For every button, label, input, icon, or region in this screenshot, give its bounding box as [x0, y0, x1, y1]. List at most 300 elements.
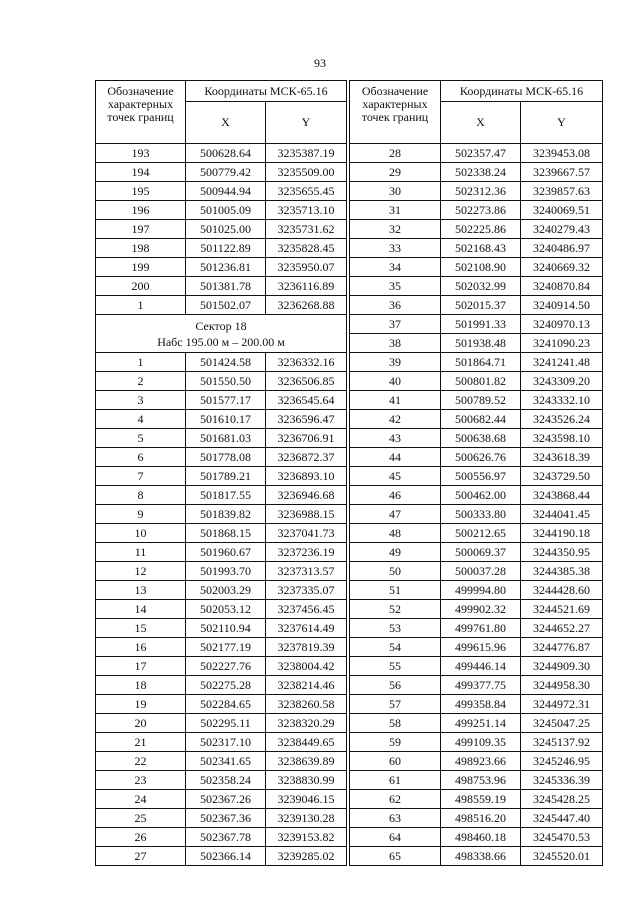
point-number-cell: 48	[350, 524, 441, 543]
point-number-cell: 194	[96, 163, 186, 182]
x-coordinate-cell: 502317.10	[186, 733, 266, 752]
table-row	[350, 467, 603, 486]
point-number-cell: 15	[96, 619, 186, 638]
table-row	[350, 600, 603, 619]
point-number-cell: 54	[350, 638, 441, 657]
y-coordinate-cell: 3243526.24	[521, 410, 603, 429]
table-row	[96, 524, 347, 543]
table-row	[96, 714, 347, 733]
table-row	[350, 562, 603, 581]
x-coordinate-cell: 501868.15	[186, 524, 266, 543]
header-x: X	[186, 101, 266, 143]
table-row	[350, 486, 603, 505]
table-row	[350, 201, 603, 220]
y-coordinate-cell: 3239285.02	[266, 847, 347, 866]
table-row	[350, 524, 603, 543]
point-number-cell: 196	[96, 201, 186, 220]
table-row	[96, 638, 347, 657]
point-number-cell: 22	[96, 752, 186, 771]
y-coordinate-cell: 3237313.57	[266, 562, 347, 581]
point-number-cell: 28	[350, 144, 441, 163]
y-coordinate-cell: 3236988.15	[266, 505, 347, 524]
table-row	[96, 486, 347, 505]
y-coordinate-cell: 3235509.00	[266, 163, 347, 182]
x-coordinate-cell: 502015.37	[441, 296, 521, 315]
point-number-cell: 30	[350, 182, 441, 201]
x-coordinate-cell: 502367.78	[186, 828, 266, 847]
point-number-cell: 64	[350, 828, 441, 847]
point-number-cell: 36	[350, 296, 441, 315]
table-row	[96, 828, 347, 847]
x-coordinate-cell: 502366.14	[186, 847, 266, 866]
table-row	[350, 771, 603, 790]
header-x: X	[441, 101, 521, 143]
y-coordinate-cell: 3235828.45	[266, 239, 347, 258]
y-coordinate-cell: 3240069.51	[521, 201, 603, 220]
table-row	[350, 391, 603, 410]
point-number-cell: 23	[96, 771, 186, 790]
table-row	[350, 315, 603, 334]
y-coordinate-cell: 3244958.30	[521, 676, 603, 695]
y-coordinate-cell: 3240870.84	[521, 277, 603, 296]
point-number-cell: 1	[96, 353, 186, 372]
y-coordinate-cell: 3240970.13	[521, 315, 603, 334]
table-row	[350, 429, 603, 448]
y-coordinate-cell: 3239453.08	[521, 144, 603, 163]
point-number-cell: 14	[96, 600, 186, 619]
x-coordinate-cell: 498559.19	[441, 790, 521, 809]
y-coordinate-cell: 3237614.49	[266, 619, 347, 638]
point-number-cell: 9	[96, 505, 186, 524]
point-number-cell: 25	[96, 809, 186, 828]
table-row	[96, 410, 347, 429]
point-number-cell: 39	[350, 353, 441, 372]
point-number-cell: 34	[350, 258, 441, 277]
point-number-cell: 29	[350, 163, 441, 182]
x-coordinate-cell: 501778.08	[186, 448, 266, 467]
x-coordinate-cell: 498460.18	[441, 828, 521, 847]
table-row	[96, 353, 347, 372]
table-row	[350, 695, 603, 714]
point-number-cell: 61	[350, 771, 441, 790]
point-number-cell: 43	[350, 429, 441, 448]
header-label-line: Обозначение	[107, 84, 174, 98]
table-row	[96, 182, 347, 201]
point-number-cell: 32	[350, 220, 441, 239]
x-coordinate-cell: 501993.70	[186, 562, 266, 581]
x-coordinate-cell: 501839.82	[186, 505, 266, 524]
y-coordinate-cell: 3236596.47	[266, 410, 347, 429]
y-coordinate-cell: 3241241.48	[521, 353, 603, 372]
header-y: Y	[266, 101, 347, 143]
y-coordinate-cell: 3239046.15	[266, 790, 347, 809]
point-number-cell: 5	[96, 429, 186, 448]
x-coordinate-cell: 502108.90	[441, 258, 521, 277]
point-number-cell: 4	[96, 410, 186, 429]
x-coordinate-cell: 501236.81	[186, 258, 266, 277]
table-row	[350, 448, 603, 467]
y-coordinate-cell: 3243332.10	[521, 391, 603, 410]
table-row	[96, 201, 347, 220]
left-rows-before-sector	[96, 144, 347, 315]
y-coordinate-cell: 3235387.19	[266, 144, 347, 163]
x-coordinate-cell: 501502.07	[186, 296, 266, 315]
x-coordinate-cell: 498516.20	[441, 809, 521, 828]
table-row	[350, 790, 603, 809]
y-coordinate-cell: 3238320.29	[266, 714, 347, 733]
y-coordinate-cell: 3236893.10	[266, 467, 347, 486]
x-coordinate-cell: 501610.17	[186, 410, 266, 429]
point-number-cell: 200	[96, 277, 186, 296]
y-coordinate-cell: 3236545.64	[266, 391, 347, 410]
x-coordinate-cell: 501577.17	[186, 391, 266, 410]
y-coordinate-cell: 3244972.31	[521, 695, 603, 714]
x-coordinate-cell: 500462.00	[441, 486, 521, 505]
y-coordinate-cell: 3238449.65	[266, 733, 347, 752]
x-coordinate-cell: 502312.36	[441, 182, 521, 201]
y-coordinate-cell: 3243309.20	[521, 372, 603, 391]
point-number-cell: 41	[350, 391, 441, 410]
y-coordinate-cell: 3236872.37	[266, 448, 347, 467]
header-coordinate-system: Координаты МСК-65.16	[441, 81, 603, 102]
table-row	[96, 372, 347, 391]
y-coordinate-cell: 3245137.92	[521, 733, 603, 752]
y-coordinate-cell: 3236946.68	[266, 486, 347, 505]
x-coordinate-cell: 501122.89	[186, 239, 266, 258]
table-row	[350, 828, 603, 847]
x-coordinate-cell: 501681.03	[186, 429, 266, 448]
table-row	[96, 600, 347, 619]
y-coordinate-cell: 3245520.01	[521, 847, 603, 866]
x-coordinate-cell: 502341.65	[186, 752, 266, 771]
x-coordinate-cell: 502110.94	[186, 619, 266, 638]
x-coordinate-cell: 502367.26	[186, 790, 266, 809]
x-coordinate-cell: 499446.14	[441, 657, 521, 676]
header-label-line: Обозначение	[361, 84, 429, 98]
point-number-cell: 24	[96, 790, 186, 809]
x-coordinate-cell: 501817.55	[186, 486, 266, 505]
table-row	[350, 334, 603, 353]
y-coordinate-cell: 3237335.07	[266, 581, 347, 600]
y-coordinate-cell: 3244385.38	[521, 562, 603, 581]
table-row	[96, 505, 347, 524]
y-coordinate-cell: 3244776.87	[521, 638, 603, 657]
table-row	[96, 448, 347, 467]
table-row	[350, 144, 603, 163]
table-row	[96, 220, 347, 239]
y-coordinate-cell: 3245470.53	[521, 828, 603, 847]
x-coordinate-cell: 501381.78	[186, 277, 266, 296]
point-number-cell: 26	[96, 828, 186, 847]
y-coordinate-cell: 3236332.16	[266, 353, 347, 372]
point-number-cell: 16	[96, 638, 186, 657]
header-point-label	[350, 81, 441, 144]
y-coordinate-cell: 3239130.28	[266, 809, 347, 828]
point-number-cell: 35	[350, 277, 441, 296]
point-number-cell: 53	[350, 619, 441, 638]
y-coordinate-cell: 3238214.46	[266, 676, 347, 695]
table-row	[350, 638, 603, 657]
table-row	[350, 372, 603, 391]
x-coordinate-cell: 501864.71	[441, 353, 521, 372]
header-coordinate-system: Координаты МСК-65.16	[186, 81, 347, 102]
y-coordinate-cell: 3244909.30	[521, 657, 603, 676]
table-row	[96, 847, 347, 866]
x-coordinate-cell: 500626.76	[441, 448, 521, 467]
x-coordinate-cell: 500801.82	[441, 372, 521, 391]
x-coordinate-cell: 502367.36	[186, 809, 266, 828]
table-row	[350, 733, 603, 752]
table-row	[350, 182, 603, 201]
y-coordinate-cell: 3245428.25	[521, 790, 603, 809]
y-coordinate-cell: 3245336.39	[521, 771, 603, 790]
x-coordinate-cell: 501424.58	[186, 353, 266, 372]
point-number-cell: 7	[96, 467, 186, 486]
x-coordinate-cell: 502003.29	[186, 581, 266, 600]
point-number-cell: 18	[96, 676, 186, 695]
table-row	[350, 581, 603, 600]
x-coordinate-cell: 500779.42	[186, 163, 266, 182]
y-coordinate-cell: 3245447.40	[521, 809, 603, 828]
x-coordinate-cell: 498923.66	[441, 752, 521, 771]
y-coordinate-cell: 3239153.82	[266, 828, 347, 847]
point-number-cell: 65	[350, 847, 441, 866]
table-row	[350, 809, 603, 828]
x-coordinate-cell: 500069.37	[441, 543, 521, 562]
x-coordinate-cell: 502284.65	[186, 695, 266, 714]
y-coordinate-cell: 3239857.63	[521, 182, 603, 201]
point-number-cell: 49	[350, 543, 441, 562]
point-number-cell: 10	[96, 524, 186, 543]
x-coordinate-cell: 502032.99	[441, 277, 521, 296]
table-row	[96, 733, 347, 752]
x-coordinate-cell: 502338.24	[441, 163, 521, 182]
table-row	[350, 676, 603, 695]
point-number-cell: 11	[96, 543, 186, 562]
point-number-cell: 56	[350, 676, 441, 695]
table-row	[96, 657, 347, 676]
point-number-cell: 6	[96, 448, 186, 467]
y-coordinate-cell: 3244652.27	[521, 619, 603, 638]
point-number-cell: 8	[96, 486, 186, 505]
point-number-cell: 38	[350, 334, 441, 353]
point-number-cell: 40	[350, 372, 441, 391]
y-coordinate-cell: 3243868.44	[521, 486, 603, 505]
x-coordinate-cell: 502053.12	[186, 600, 266, 619]
header-point-label	[96, 81, 186, 144]
table-row	[96, 771, 347, 790]
x-coordinate-cell: 499109.35	[441, 733, 521, 752]
table-row	[96, 391, 347, 410]
x-coordinate-cell: 500037.28	[441, 562, 521, 581]
y-coordinate-cell: 3243598.10	[521, 429, 603, 448]
x-coordinate-cell: 499761.80	[441, 619, 521, 638]
table-row	[96, 239, 347, 258]
point-number-cell: 45	[350, 467, 441, 486]
table-row	[350, 163, 603, 182]
point-number-cell: 33	[350, 239, 441, 258]
y-coordinate-cell: 3237456.45	[266, 600, 347, 619]
y-coordinate-cell: 3243729.50	[521, 467, 603, 486]
x-coordinate-cell: 502357.47	[441, 144, 521, 163]
x-coordinate-cell: 502275.28	[186, 676, 266, 695]
table-row	[96, 809, 347, 828]
y-coordinate-cell: 3244428.60	[521, 581, 603, 600]
table-row	[96, 619, 347, 638]
table-row	[350, 714, 603, 733]
y-coordinate-cell: 3241090.23	[521, 334, 603, 353]
y-coordinate-cell: 3236706.91	[266, 429, 347, 448]
table-row	[350, 619, 603, 638]
y-coordinate-cell: 3237041.73	[266, 524, 347, 543]
x-coordinate-cell: 502273.86	[441, 201, 521, 220]
table-row	[350, 239, 603, 258]
y-coordinate-cell: 3243618.39	[521, 448, 603, 467]
header-label-line: характерных	[107, 97, 174, 111]
point-number-cell: 31	[350, 201, 441, 220]
table-row	[96, 562, 347, 581]
table-row	[350, 657, 603, 676]
table-row	[96, 258, 347, 277]
table-row	[96, 429, 347, 448]
y-coordinate-cell: 3237236.19	[266, 543, 347, 562]
table-row	[350, 220, 603, 239]
table-row	[350, 505, 603, 524]
point-number-cell: 50	[350, 562, 441, 581]
point-number-cell: 62	[350, 790, 441, 809]
x-coordinate-cell: 498338.66	[441, 847, 521, 866]
point-number-cell: 51	[350, 581, 441, 600]
point-number-cell: 2	[96, 372, 186, 391]
point-number-cell: 58	[350, 714, 441, 733]
y-coordinate-cell: 3240914.50	[521, 296, 603, 315]
point-number-cell: 199	[96, 258, 186, 277]
header-label-line: точек границ	[107, 110, 174, 124]
y-coordinate-cell: 3236506.85	[266, 372, 347, 391]
y-coordinate-cell: 3236116.89	[266, 277, 347, 296]
point-number-cell: 47	[350, 505, 441, 524]
y-coordinate-cell: 3238004.42	[266, 657, 347, 676]
coordinates-table-left	[95, 80, 347, 866]
table-row	[350, 410, 603, 429]
y-coordinate-cell: 3244521.69	[521, 600, 603, 619]
point-number-cell: 55	[350, 657, 441, 676]
table-row	[96, 676, 347, 695]
y-coordinate-cell: 3240279.43	[521, 220, 603, 239]
table-row	[350, 353, 603, 372]
point-number-cell: 37	[350, 315, 441, 334]
table-row	[350, 847, 603, 866]
coordinates-table-right	[349, 80, 603, 866]
x-coordinate-cell: 499994.80	[441, 581, 521, 600]
x-coordinate-cell: 501005.09	[186, 201, 266, 220]
point-number-cell: 52	[350, 600, 441, 619]
table-row	[350, 296, 603, 315]
point-number-cell: 198	[96, 239, 186, 258]
x-coordinate-cell: 502227.76	[186, 657, 266, 676]
point-number-cell: 21	[96, 733, 186, 752]
table-row	[96, 543, 347, 562]
table-row	[96, 467, 347, 486]
x-coordinate-cell: 500628.64	[186, 144, 266, 163]
x-coordinate-cell: 499615.96	[441, 638, 521, 657]
table-row	[350, 277, 603, 296]
x-coordinate-cell: 498753.96	[441, 771, 521, 790]
x-coordinate-cell: 500944.94	[186, 182, 266, 201]
x-coordinate-cell: 502168.43	[441, 239, 521, 258]
point-number-cell: 13	[96, 581, 186, 600]
x-coordinate-cell: 501789.21	[186, 467, 266, 486]
point-number-cell: 193	[96, 144, 186, 163]
y-coordinate-cell: 3235731.62	[266, 220, 347, 239]
table-row	[350, 543, 603, 562]
point-number-cell: 60	[350, 752, 441, 771]
point-number-cell: 195	[96, 182, 186, 201]
page-number: 93	[314, 56, 326, 70]
point-number-cell: 42	[350, 410, 441, 429]
y-coordinate-cell: 3238830.99	[266, 771, 347, 790]
x-coordinate-cell: 502177.19	[186, 638, 266, 657]
y-coordinate-cell: 3235655.45	[266, 182, 347, 201]
left-rows-after-sector	[96, 353, 347, 866]
y-coordinate-cell: 3238639.89	[266, 752, 347, 771]
x-coordinate-cell: 500333.80	[441, 505, 521, 524]
y-coordinate-cell: 3238260.58	[266, 695, 347, 714]
sector-row	[96, 315, 347, 353]
table-row	[96, 277, 347, 296]
point-number-cell: 197	[96, 220, 186, 239]
x-coordinate-cell: 502295.11	[186, 714, 266, 733]
point-number-cell: 63	[350, 809, 441, 828]
right-rows	[350, 144, 603, 866]
point-number-cell: 12	[96, 562, 186, 581]
y-coordinate-cell: 3244350.95	[521, 543, 603, 562]
x-coordinate-cell: 501550.50	[186, 372, 266, 391]
sector-title: Сектор 18	[195, 318, 247, 333]
point-number-cell: 59	[350, 733, 441, 752]
point-number-cell: 1	[96, 296, 186, 315]
x-coordinate-cell: 500682.44	[441, 410, 521, 429]
x-coordinate-cell: 499377.75	[441, 676, 521, 695]
point-number-cell: 20	[96, 714, 186, 733]
table-row	[350, 752, 603, 771]
x-coordinate-cell: 500212.65	[441, 524, 521, 543]
point-number-cell: 17	[96, 657, 186, 676]
table-row	[96, 790, 347, 809]
table-row	[96, 695, 347, 714]
x-coordinate-cell: 501991.33	[441, 315, 521, 334]
x-coordinate-cell: 499251.14	[441, 714, 521, 733]
table-row	[96, 163, 347, 182]
table-row	[96, 296, 347, 315]
x-coordinate-cell: 499902.32	[441, 600, 521, 619]
sector-height-range: Набс 195.00 м – 200.00 м	[157, 334, 285, 349]
x-coordinate-cell: 501025.00	[186, 220, 266, 239]
y-coordinate-cell: 3239667.57	[521, 163, 603, 182]
y-coordinate-cell: 3240669.32	[521, 258, 603, 277]
y-coordinate-cell: 3244041.45	[521, 505, 603, 524]
x-coordinate-cell: 502225.86	[441, 220, 521, 239]
y-coordinate-cell: 3244190.18	[521, 524, 603, 543]
point-number-cell: 44	[350, 448, 441, 467]
x-coordinate-cell: 500789.52	[441, 391, 521, 410]
point-number-cell: 19	[96, 695, 186, 714]
y-coordinate-cell: 3235713.10	[266, 201, 347, 220]
y-coordinate-cell: 3235950.07	[266, 258, 347, 277]
y-coordinate-cell: 3240486.97	[521, 239, 603, 258]
x-coordinate-cell: 500638.68	[441, 429, 521, 448]
point-number-cell: 46	[350, 486, 441, 505]
